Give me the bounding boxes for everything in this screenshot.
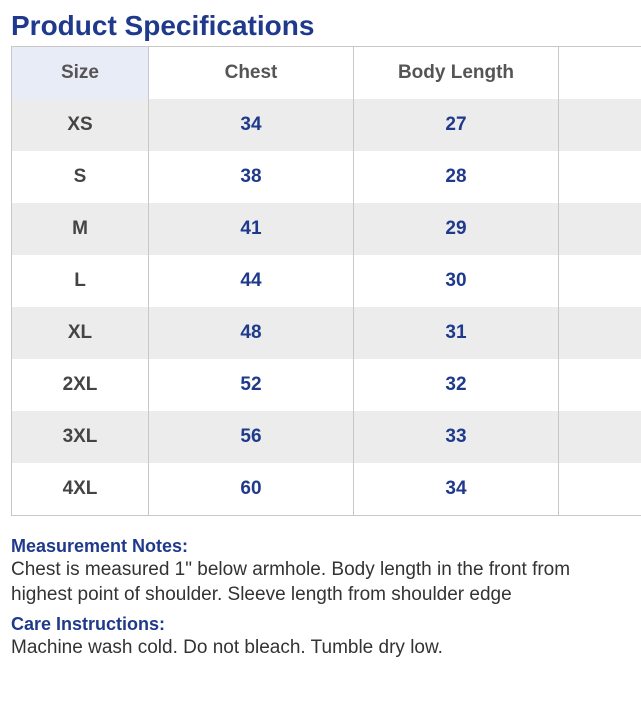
body-length-cell: 30: [354, 255, 559, 307]
care-instructions-heading: Care Instructions:: [11, 614, 166, 634]
size-cell: 2XL: [12, 359, 149, 411]
table-row: [12, 255, 641, 307]
size-cell: 3XL: [12, 411, 149, 463]
body-length-cell: 33: [354, 411, 559, 463]
chest-cell: 38: [149, 151, 354, 203]
table-row: [12, 151, 641, 203]
body-length-cell: 27: [354, 99, 559, 151]
size-cell: XL: [12, 307, 149, 359]
empty-cell: [559, 151, 641, 203]
column-header-empty: [559, 47, 641, 100]
empty-cell: [559, 359, 641, 411]
column-header-chest: Chest: [149, 47, 354, 100]
chest-cell: 41: [149, 203, 354, 255]
chest-cell: 34: [149, 99, 354, 151]
column-header-size: Size: [12, 47, 149, 100]
size-chart-table: [11, 46, 641, 516]
table-row: [12, 99, 641, 151]
empty-cell: [559, 411, 641, 463]
chest-cell: 44: [149, 255, 354, 307]
table-row: [12, 411, 641, 463]
body-length-cell: 31: [354, 307, 559, 359]
empty-cell: [559, 203, 641, 255]
chest-cell: 60: [149, 463, 354, 516]
size-cell: 4XL: [12, 463, 149, 516]
chest-cell: 48: [149, 307, 354, 359]
size-cell: S: [12, 151, 149, 203]
size-cell: M: [12, 203, 149, 255]
body-length-cell: 34: [354, 463, 559, 516]
notes-section: [11, 535, 611, 660]
table-row: [12, 359, 641, 411]
body-length-cell: 29: [354, 203, 559, 255]
size-cell: XS: [12, 99, 149, 151]
size-cell: L: [12, 255, 149, 307]
table-row: [12, 463, 641, 516]
measurement-notes-heading: Measurement Notes:: [11, 536, 189, 556]
empty-cell: [559, 307, 641, 359]
table-row: [12, 307, 641, 359]
chest-cell: 52: [149, 359, 354, 411]
measurement-notes-text: Chest is measured 1" below armhole. Body length in the front from highest point of shoulder. Sleeve length from shoulder edge: [11, 559, 571, 605]
table-header-row: [12, 47, 641, 100]
page-title: Product Specifications: [11, 10, 315, 41]
column-header-body-length: Body Length: [354, 47, 559, 100]
body-length-cell: 28: [354, 151, 559, 203]
empty-cell: [559, 463, 641, 516]
empty-cell: [559, 99, 641, 151]
body-length-cell: 32: [354, 359, 559, 411]
table-row: [12, 203, 641, 255]
empty-cell: [559, 255, 641, 307]
care-instructions-text: Machine wash cold. Do not bleach. Tumble dry low.: [11, 637, 443, 658]
chest-cell: 56: [149, 411, 354, 463]
